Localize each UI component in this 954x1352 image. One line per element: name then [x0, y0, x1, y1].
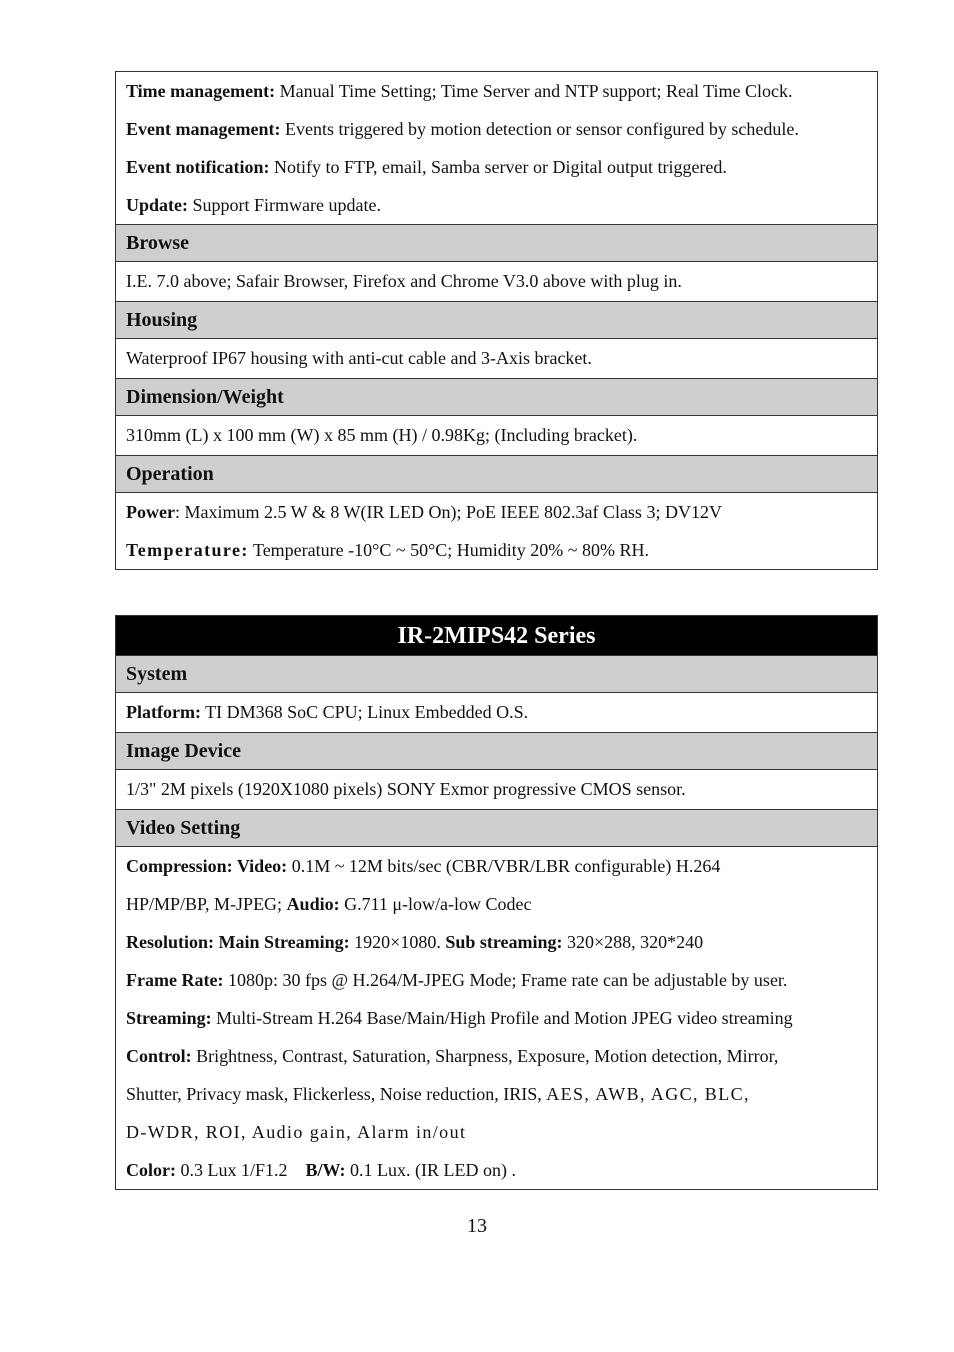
frame-rate-line: Frame Rate: 1080p: 30 fps @ H.264/M-JPEG Mode; Frame rate can be adjustable by user.	[126, 970, 788, 990]
browse-header: Browse	[116, 224, 877, 262]
event-management-line: Event management: Events triggered by motion detection or sensor configured by schedule.	[126, 119, 799, 139]
page-number: 13	[467, 1215, 487, 1237]
housing-line: Waterproof IP67 housing with anti-cut cable and 3-Axis bracket.	[126, 348, 592, 368]
streaming-line: Streaming: Multi-Stream H.264 Base/Main/High Profile and Motion JPEG video streaming	[126, 1008, 793, 1028]
housing-section	[116, 339, 877, 378]
time-management-line: Time management: Manual Time Setting; Time Server and NTP support; Real Time Clock.	[126, 81, 793, 101]
operation-header: Operation	[116, 455, 877, 493]
platform-line: Platform: TI DM368 SoC CPU; Linux Embedded O.S.	[126, 702, 529, 722]
image-device-line: 1/3" 2M pixels (1920X1080 pixels) SONY Exmor progressive CMOS sensor.	[126, 779, 686, 799]
operation-section	[116, 493, 877, 569]
update-line: Update: Support Firmware update.	[126, 195, 381, 215]
video-setting-header: Video Setting	[116, 809, 877, 847]
dimension-weight-header: Dimension/Weight	[116, 378, 877, 416]
spec-table-previous	[115, 71, 878, 570]
power-line: Power: Maximum 2.5 W & 8 W(IR LED On); PoE IEEE 802.3af Class 3; DV12V	[126, 502, 722, 522]
resolution-line: Resolution: Main Streaming: 1920×1080. Sub streaming: 320×288, 320*240	[126, 932, 704, 952]
control-line: Control: Brightness, Contrast, Saturation, Sharpness, Exposure, Motion detection, Mirror,	[126, 1046, 779, 1066]
control-continued-line: Shutter, Privacy mask, Flickerless, Noise reduction, IRIS, AES, AWB, AGC, BLC,	[126, 1084, 750, 1104]
image-device-section	[116, 770, 877, 809]
spec-table-ir-2mips42	[115, 615, 878, 1190]
management-section	[116, 72, 877, 224]
browse-section	[116, 262, 877, 301]
event-notification-line: Event notification: Notify to FTP, email, Samba server or Digital output triggered.	[126, 157, 727, 177]
dimension-weight-section	[116, 416, 877, 455]
video-setting-section	[116, 847, 877, 1189]
color-bw-line: Color: 0.3 Lux 1/F1.2 B/W: 0.1 Lux. (IR LED on) .	[126, 1160, 516, 1180]
system-section	[116, 693, 877, 732]
compression-line: Compression: Video: 0.1M ~ 12M bits/sec (CBR/VBR/LBR configurable) H.264	[126, 856, 721, 876]
system-header: System	[116, 655, 877, 693]
housing-header: Housing	[116, 301, 877, 339]
series-title: IR-2MIPS42 Series	[116, 616, 877, 655]
compression-audio-line: HP/MP/BP, M-JPEG; Audio: G.711 μ-low/a-low Codec	[126, 894, 532, 914]
control-continued-line-2: D-WDR, ROI, Audio gain, Alarm in/out	[126, 1122, 467, 1142]
temperature-line: Temperature: Temperature -10°C ~ 50°C; Humidity 20% ~ 80% RH.	[126, 540, 650, 560]
browse-line: I.E. 7.0 above; Safair Browser, Firefox and Chrome V3.0 above with plug in.	[126, 271, 682, 291]
dimension-weight-line: 310mm (L) x 100 mm (W) x 85 mm (H) / 0.98Kg; (Including bracket).	[126, 425, 638, 445]
image-device-header: Image Device	[116, 732, 877, 770]
